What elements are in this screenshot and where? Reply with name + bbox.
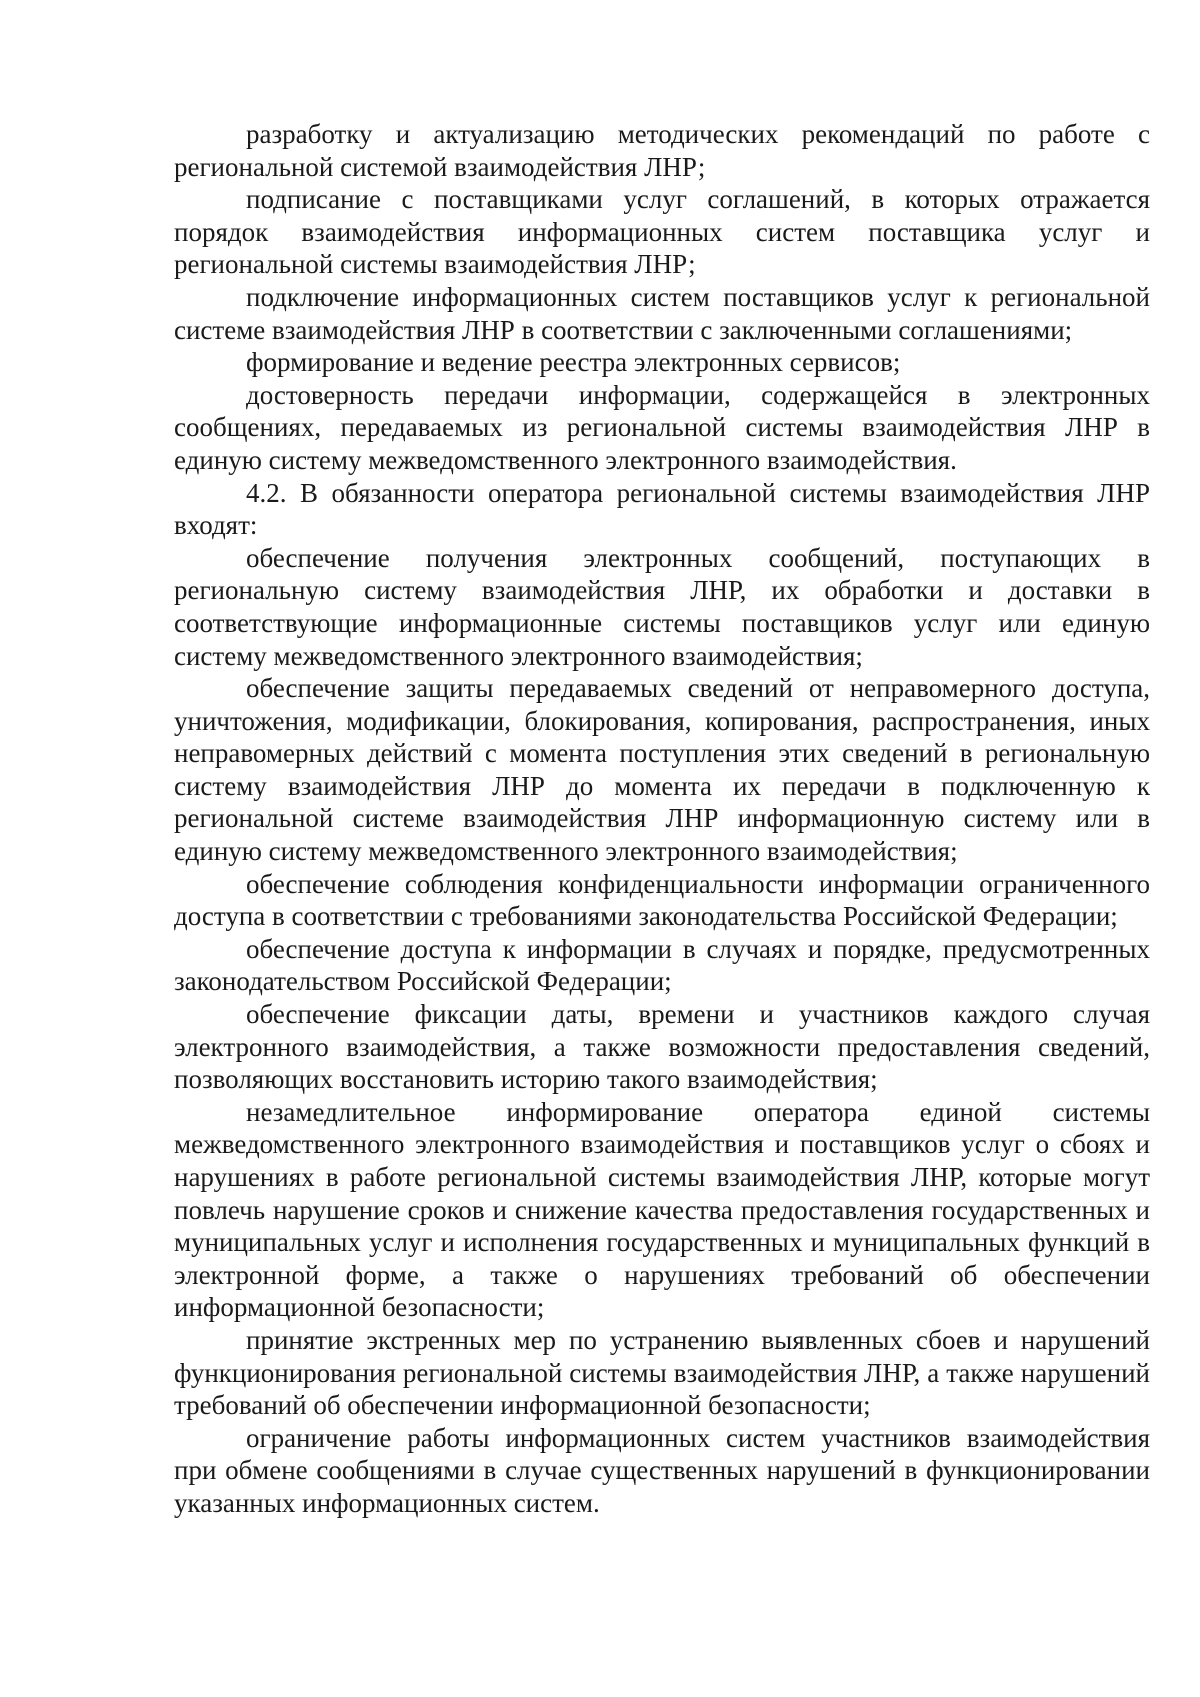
paragraph-data-protection: обеспечение защиты передаваемых сведений от неправомерного доступа, уничтожения, модификации, блокирования, копирования, распространения, иных неправомерных действий с момента поступления этих сведений в региональную систему взаимодействия ЛНР до момента их передачи в подключенную к региональной системе взаимодействия ЛНР информационную систему или в единую систему межведомственного электронного взаимодействия; [174,673,1150,867]
document-body [174,118,1150,1520]
paragraph-emergency-measures: принятие экстренных мер по устранению выявленных сбоев и нарушений функционирования региональной системы взаимодействия ЛНР, а также нарушений требований об обеспечении информационной безопасности; [174,1324,1150,1421]
section-heading-4-2: 4.2. В обязанности оператора региональной системы взаимодействия ЛНР входят: [174,477,1150,541]
paragraph-failure-notification: незамедлительное информирование оператора единой системы межведомственного электронного взаимодействия и поставщиков услуг о сбоях и нарушениях в работе региональной системы взаимодействия ЛНР, которые могут повлечь нарушение сроков и снижение качества предоставления государственных и муниципальных услуг и исполнения государственных и муниципальных функций в электронной форме, а также о нарушениях требований об обеспечении информационной безопасности; [174,1096,1150,1323]
paragraph-methodical-recommendations: разработку и актуализацию методических рекомендаций по работе с региональной системой взаимодействия ЛНР; [174,119,1150,182]
paragraph-information-access: обеспечение доступа к информации в случаях и порядке, предусмотренных законодательством Российской Федерации; [174,933,1150,997]
paragraph-connecting-systems: подключение информационных систем поставщиков услуг к региональной системе взаимодействия ЛНР в соответствии с заключенными соглашениями; [174,281,1150,345]
paragraph-confidentiality: обеспечение соблюдения конфиденциальности информации ограниченного доступа в соответствии с требованиями законодательства Российской Федерации; [174,868,1150,932]
paragraph-message-receipt: обеспечение получения электронных сообщений, поступающих в региональную систему взаимодействия ЛНР, их обработки и доставки в соответствующие информационные системы поставщиков услуг или единую систему межведомственного электронного взаимодействия; [174,542,1150,671]
paragraph-event-logging: обеспечение фиксации даты, времени и участников каждого случая электронного взаимодействия, а также возможности предоставления сведений, позволяющих восстановить историю такого взаимодействия; [174,999,1150,1095]
paragraph-transfer-reliability: достоверность передачи информации, содержащейся в электронных сообщениях, передаваемых из региональной системы взаимодействия ЛНР в единую систему межведомственного электронного взаимодействия. [174,379,1150,475]
paragraph-signing-agreements: подписание с поставщиками услуг соглашений, в которых отражается порядок взаимодействия информационных систем поставщика услуг и региональной системы взаимодействия ЛНР; [174,184,1150,280]
paragraph-system-restriction: ограничение работы информационных систем участников взаимодействия при обмене сообщениями в случае существенных нарушений в функционировании указанных информационных систем. [174,1422,1150,1518]
paragraph-services-registry: формирование и ведение реестра электронных сервисов; [246,347,901,378]
